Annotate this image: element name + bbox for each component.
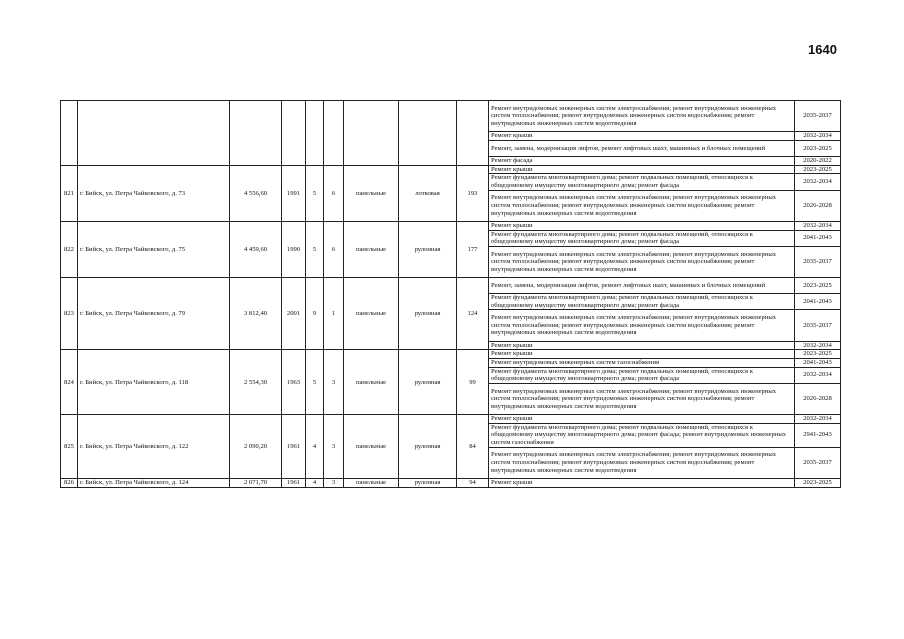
period-cell: 2023-2025 bbox=[795, 350, 841, 359]
work-type-cell: Ремонт крыши bbox=[489, 341, 795, 350]
period-cell: 2035-2037 bbox=[795, 447, 841, 478]
table-row bbox=[61, 350, 841, 359]
address-cell: г. Бийск, ул. Петра Чайковского, д. 75 bbox=[78, 221, 230, 277]
table-row bbox=[61, 278, 841, 294]
row-number-cell: 821 bbox=[61, 165, 78, 221]
table-row bbox=[61, 479, 841, 488]
wall-material-cell: панельные bbox=[344, 415, 399, 479]
entrances-cell: 6 bbox=[324, 165, 344, 221]
area-cell: 4 556,60 bbox=[230, 165, 282, 221]
roof-type-cell: лотковая bbox=[399, 165, 457, 221]
page-number: 1640 bbox=[808, 42, 837, 57]
residents-count-cell: 124 bbox=[457, 278, 489, 350]
year-cell: 1990 bbox=[282, 221, 306, 277]
period-cell: 2020-2022 bbox=[795, 157, 841, 166]
entrances-cell: 1 bbox=[324, 278, 344, 350]
work-type-cell: Ремонт внутридомовых инженерных систем электроснабжения; ремонт внутридомовых инженерных систем теплоснабжения; ремонт внутридомовых инженерных систем водоснабжения; ремонт внутридомовых инженерных систем водоотведения bbox=[489, 246, 795, 277]
period-cell: 2035-2037 bbox=[795, 246, 841, 277]
work-type-cell: Ремонт внутридомовых инженерных систем электроснабжения; ремонт внутридомовых инженерных систем теплоснабжения; ремонт внутридомовых инженерных систем водоснабжения; ремонт внутридомовых инженерных систем водоотведения bbox=[489, 190, 795, 221]
year-cell: 1961 bbox=[282, 479, 306, 488]
work-type-cell: Ремонт фундамента многоквартирного дома; ремонт подвальных помещений, относящихся к общедомовому имуществу многоквартирного дома; ремонт фасада bbox=[489, 174, 795, 190]
period-cell: 2035-2037 bbox=[795, 310, 841, 341]
row-number-cell: 826 bbox=[61, 479, 78, 488]
continuation-cell bbox=[282, 101, 306, 166]
wall-material-cell: панельные bbox=[344, 479, 399, 488]
year-cell: 1991 bbox=[282, 165, 306, 221]
entrances-cell: 3 bbox=[324, 415, 344, 479]
table-row bbox=[61, 415, 841, 424]
period-cell: 2041-2043 bbox=[795, 294, 841, 310]
work-type-cell: Ремонт крыши bbox=[489, 221, 795, 230]
floors-cell: 5 bbox=[306, 165, 324, 221]
table-row bbox=[61, 165, 841, 174]
wall-material-cell: панельные bbox=[344, 278, 399, 350]
period-cell: 2035-2037 bbox=[795, 101, 841, 132]
row-number-cell: 823 bbox=[61, 278, 78, 350]
period-cell: 2032-2034 bbox=[795, 132, 841, 141]
floors-cell: 5 bbox=[306, 221, 324, 277]
address-cell: г. Бийск, ул. Петра Чайковского, д. 124 bbox=[78, 479, 230, 488]
floors-cell: 5 bbox=[306, 350, 324, 415]
period-cell: 2023-2025 bbox=[795, 278, 841, 294]
row-number-cell: 824 bbox=[61, 350, 78, 415]
floors-cell: 4 bbox=[306, 415, 324, 479]
work-type-cell: Ремонт, замена, модернизация лифтов, ремонт лифтовых шахт, машинных и блочных помещений bbox=[489, 278, 795, 294]
period-cell: 2032-2034 bbox=[795, 221, 841, 230]
continuation-cell bbox=[324, 101, 344, 166]
residents-count-cell: 99 bbox=[457, 350, 489, 415]
work-type-cell: Ремонт внутридомовых инженерных систем электроснабжения; ремонт внутридомовых инженерных систем теплоснабжения; ремонт внутридомовых инженерных систем водоснабжения; ремонт внутридомовых инженерных систем водоотведения bbox=[489, 310, 795, 341]
period-cell: 2941-2043 bbox=[795, 423, 841, 447]
residents-count-cell: 84 bbox=[457, 415, 489, 479]
area-cell: 2 071,70 bbox=[230, 479, 282, 488]
floors-cell: 9 bbox=[306, 278, 324, 350]
period-cell: 2023-2025 bbox=[795, 165, 841, 174]
period-cell: 2026-2028 bbox=[795, 383, 841, 414]
work-type-cell: Ремонт крыши bbox=[489, 165, 795, 174]
roof-type-cell: рулонная bbox=[399, 278, 457, 350]
period-cell: 2026-2028 bbox=[795, 190, 841, 221]
table-row bbox=[61, 101, 841, 132]
continuation-cell bbox=[78, 101, 230, 166]
address-cell: г. Бийск, ул. Петра Чайковского, д. 122 bbox=[78, 415, 230, 479]
area-cell: 2 090,20 bbox=[230, 415, 282, 479]
work-type-cell: Ремонт внутридомовых инженерных систем электроснабжения; ремонт внутридомовых инженерных систем теплоснабжения; ремонт внутридомовых инженерных систем водоснабжения; ремонт внутридомовых инженерных систем водоотведения bbox=[489, 101, 795, 132]
wall-material-cell: панельные bbox=[344, 350, 399, 415]
roof-type-cell: рулонная bbox=[399, 350, 457, 415]
work-type-cell: Ремонт внутридомовых инженерных систем электроснабжения; ремонт внутридомовых инженерных систем теплоснабжения; ремонт внутридомовых инженерных систем водоснабжения; ремонт внутридомовых инженерных систем водоотведения bbox=[489, 447, 795, 478]
work-type-cell: Ремонт крыши bbox=[489, 350, 795, 359]
continuation-cell bbox=[399, 101, 457, 166]
period-cell: 2032-2034 bbox=[795, 367, 841, 383]
continuation-cell bbox=[457, 101, 489, 166]
work-type-cell: Ремонт фундамента многоквартирного дома; ремонт подвальных помещений, относящихся к общедомовому имуществу многоквартирного дома; ремонт фасада bbox=[489, 294, 795, 310]
continuation-cell bbox=[344, 101, 399, 166]
entrances-cell: 3 bbox=[324, 350, 344, 415]
area-cell: 4 459,60 bbox=[230, 221, 282, 277]
work-type-cell: Ремонт фундамента многоквартирного дома; ремонт подвальных помещений, относящихся к общедомовому имуществу многоквартирного дома; ремонт фасада bbox=[489, 367, 795, 383]
year-cell: 1963 bbox=[282, 350, 306, 415]
address-cell: г. Бийск, ул. Петра Чайковского, д. 118 bbox=[78, 350, 230, 415]
entrances-cell: 6 bbox=[324, 221, 344, 277]
roof-type-cell: рулонная bbox=[399, 221, 457, 277]
residents-count-cell: 94 bbox=[457, 479, 489, 488]
area-cell: 3 812,40 bbox=[230, 278, 282, 350]
address-cell: г. Бийск, ул. Петра Чайковского, д. 79 bbox=[78, 278, 230, 350]
work-type-cell: Ремонт фасада bbox=[489, 157, 795, 166]
residents-count-cell: 193 bbox=[457, 165, 489, 221]
work-type-cell: Ремонт фундамента многоквартирного дома; ремонт подвальных помещений, относящихся к общедомовому имуществу многоквартирного дома; ремонт фасада; ремонт внутридомовых инженерных систем газоснабжения bbox=[489, 423, 795, 447]
period-cell: 2023-2025 bbox=[795, 140, 841, 156]
repair-schedule-table bbox=[60, 100, 841, 488]
work-type-cell: Ремонт крыши bbox=[489, 132, 795, 141]
period-cell: 2023-2025 bbox=[795, 479, 841, 488]
continuation-cell bbox=[230, 101, 282, 166]
roof-type-cell: рулонная bbox=[399, 479, 457, 488]
period-cell: 2032-2034 bbox=[795, 415, 841, 424]
year-cell: 1961 bbox=[282, 415, 306, 479]
year-cell: 2001 bbox=[282, 278, 306, 350]
continuation-cell bbox=[306, 101, 324, 166]
floors-cell: 4 bbox=[306, 479, 324, 488]
work-type-cell: Ремонт внутридомовых инженерных систем газоснабжения bbox=[489, 359, 795, 368]
continuation-cell bbox=[61, 101, 78, 166]
row-number-cell: 822 bbox=[61, 221, 78, 277]
work-type-cell: Ремонт фундамента многоквартирного дома; ремонт подвальных помещений, относящихся к общедомовому имуществу многоквартирного дома; ремонт фасада bbox=[489, 230, 795, 246]
entrances-cell: 3 bbox=[324, 479, 344, 488]
period-cell: 2041-2043 bbox=[795, 230, 841, 246]
work-type-cell: Ремонт внутридомовых инженерных систем электроснабжения; ремонт внутридомовых инженерных систем теплоснабжения; ремонт внутридомовых инженерных систем водоснабжения; ремонт внутридомовых инженерных систем водоотведения bbox=[489, 383, 795, 414]
period-cell: 2032-2034 bbox=[795, 174, 841, 190]
work-type-cell: Ремонт, замена, модернизация лифтов, ремонт лифтовых шахт, машинных и блочных помещений bbox=[489, 140, 795, 156]
row-number-cell: 825 bbox=[61, 415, 78, 479]
period-cell: 2032-2034 bbox=[795, 341, 841, 350]
address-cell: г. Бийск, ул. Петра Чайковского, д. 73 bbox=[78, 165, 230, 221]
work-type-cell: Ремонт крыши bbox=[489, 479, 795, 488]
work-type-cell: Ремонт крыши bbox=[489, 415, 795, 424]
wall-material-cell: панельные bbox=[344, 221, 399, 277]
roof-type-cell: рулонная bbox=[399, 415, 457, 479]
period-cell: 2041-2043 bbox=[795, 359, 841, 368]
residents-count-cell: 177 bbox=[457, 221, 489, 277]
wall-material-cell: панельные bbox=[344, 165, 399, 221]
area-cell: 2 554,30 bbox=[230, 350, 282, 415]
table-row bbox=[61, 221, 841, 230]
